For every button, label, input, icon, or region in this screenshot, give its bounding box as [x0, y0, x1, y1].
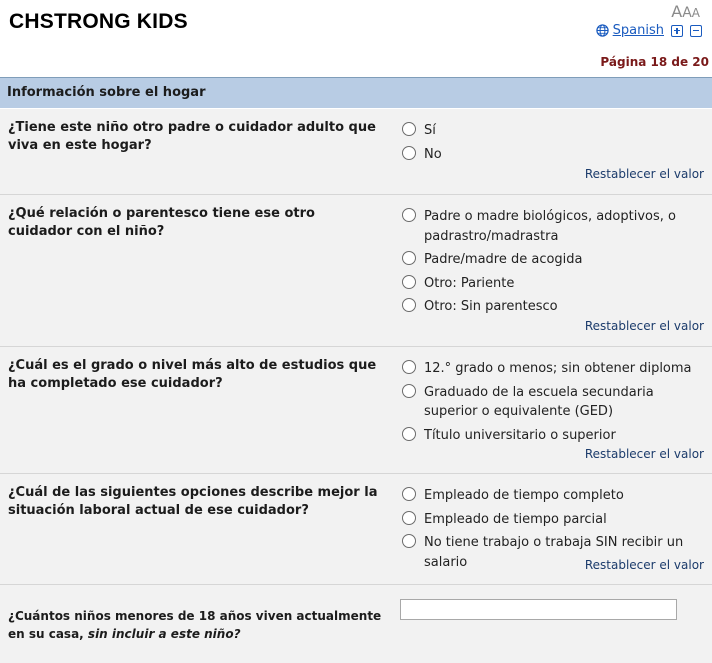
- question-text: ¿Cuál es el grado o nivel más alto de estudios que ha completado ese cuidador?: [8, 358, 377, 391]
- radio-option[interactable]: [402, 207, 708, 246]
- radio-option[interactable]: [402, 274, 708, 294]
- radio-button[interactable]: [402, 122, 416, 136]
- children-count-input[interactable]: [400, 599, 677, 620]
- option-label: 12.° grado o menos; sin obtener diploma: [424, 361, 692, 376]
- font-size-small-button[interactable]: A: [691, 6, 700, 20]
- option-label: Graduado de la escuela secundaria superior o equivalente (GED): [424, 384, 654, 419]
- radio-option[interactable]: [402, 297, 708, 317]
- option-label: Título universitario o superior: [424, 427, 616, 443]
- radio-option[interactable]: [402, 359, 708, 379]
- app-title: CHSTRONG KIDS: [9, 10, 188, 33]
- radio-button[interactable]: [402, 360, 416, 374]
- question-text: ¿Tiene este niño otro padre o cuidador adulto que viva en este hogar?: [8, 120, 376, 153]
- radio-group: [402, 207, 708, 321]
- option-label: Otro: Sin parentesco: [424, 299, 558, 314]
- radio-option[interactable]: [402, 426, 708, 446]
- radio-option[interactable]: [402, 510, 708, 530]
- plus-square-icon[interactable]: [671, 25, 683, 37]
- reset-link[interactable]: Restablecer el valor: [584, 447, 704, 461]
- font-size-medium-button[interactable]: A: [682, 5, 692, 21]
- radio-button[interactable]: [402, 208, 416, 222]
- option-label: Padre o madre biológicos, adoptivos, o padrastro/madrastra: [424, 209, 676, 244]
- language-link[interactable]: Spanish: [612, 23, 664, 38]
- globe-icon[interactable]: [596, 24, 609, 37]
- radio-group: [402, 359, 708, 449]
- reset-link[interactable]: Restablecer el valor: [584, 558, 704, 572]
- radio-option[interactable]: [402, 250, 708, 270]
- option-label: No tiene trabajo o trabaja SIN recibir un salario: [424, 535, 684, 570]
- font-size-large-button[interactable]: A: [671, 2, 683, 21]
- radio-group: [402, 121, 708, 168]
- page-header: [0, 0, 712, 78]
- section-header: [0, 77, 712, 108]
- font-size-controls: [671, 2, 700, 21]
- question-text-emphasis: sin incluir a este niño?: [87, 627, 241, 641]
- minus-square-icon[interactable]: [690, 25, 702, 37]
- radio-button[interactable]: [402, 487, 416, 501]
- radio-button[interactable]: [402, 427, 416, 441]
- radio-option[interactable]: [402, 145, 708, 165]
- question-block: [0, 347, 712, 474]
- page-indicator: Página 18 de 20: [600, 55, 709, 69]
- option-label: Padre/madre de acogida: [424, 252, 583, 267]
- radio-option[interactable]: [402, 486, 708, 506]
- question-text: [8, 607, 383, 643]
- language-controls: [596, 23, 702, 38]
- question-text: ¿Qué relación o parentesco tiene ese otro cuidador con el niño?: [8, 206, 315, 239]
- option-label: Otro: Pariente: [424, 275, 515, 291]
- radio-option[interactable]: [402, 121, 708, 141]
- radio-button[interactable]: [402, 251, 416, 265]
- radio-button[interactable]: [402, 534, 416, 548]
- reset-link[interactable]: Restablecer el valor: [584, 319, 704, 333]
- option-label: Empleado de tiempo parcial: [424, 511, 607, 527]
- option-label: No: [424, 146, 442, 162]
- question-block: [0, 585, 712, 663]
- question-block: [0, 474, 712, 585]
- radio-button[interactable]: [402, 384, 416, 398]
- question-text-main: ¿Cuántos niños menores de 18 años viven actualmente en su casa,: [8, 609, 382, 641]
- question-block: [0, 109, 712, 195]
- radio-button[interactable]: [402, 275, 416, 289]
- radio-option[interactable]: [402, 383, 708, 422]
- radio-button[interactable]: [402, 511, 416, 525]
- option-label: Empleado de tiempo completo: [424, 488, 624, 503]
- radio-button[interactable]: [402, 146, 416, 160]
- radio-button[interactable]: [402, 298, 416, 312]
- reset-link[interactable]: Restablecer el valor: [584, 167, 704, 181]
- option-label: Sí: [424, 123, 436, 138]
- question-text: ¿Cuál de las siguientes opciones describe mejor la situación laboral actual de ese cuidador?: [8, 485, 378, 518]
- question-block: [0, 195, 712, 347]
- section-title: Información sobre el hogar: [7, 85, 206, 100]
